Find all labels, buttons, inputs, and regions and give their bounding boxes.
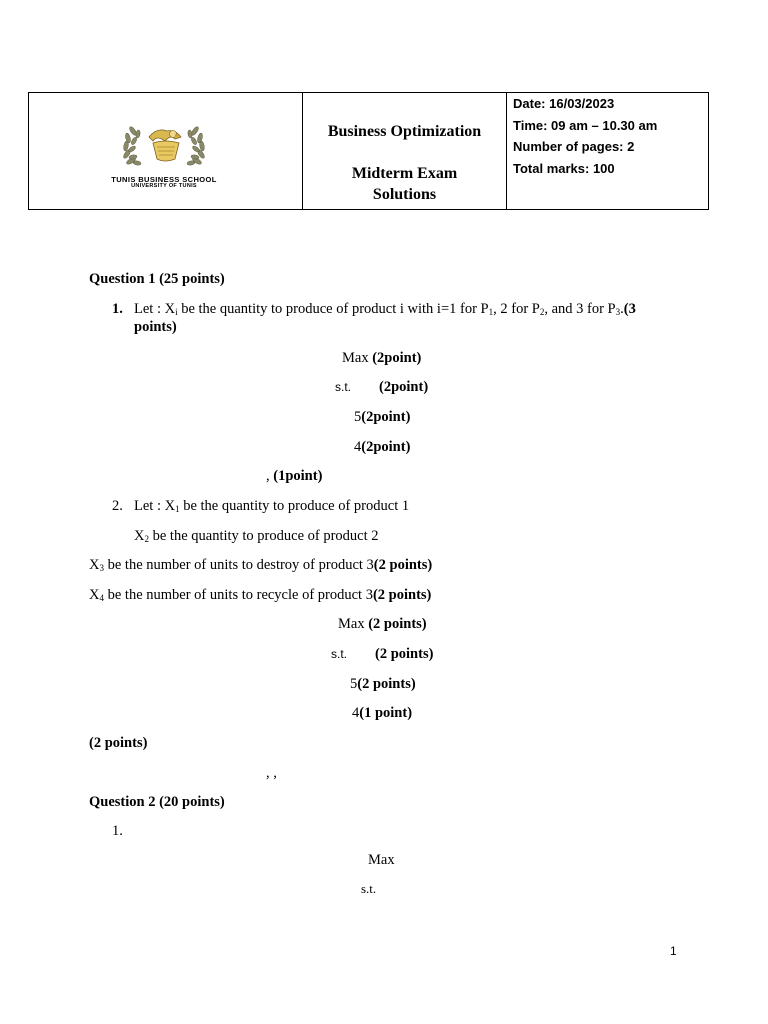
q1-item-1-text: Let : $X_i$ be the quantity to produce of product i with i=1 for $P_1$, 2 for $P_2$, and 3 for $P_3.(3$ points) xyxy=(134,301,636,336)
tunis-business-school-logo xyxy=(91,121,241,191)
school-name: TUNIS BUSINESS SCHOOL xyxy=(111,175,217,184)
q2-constraint-st: s.t. xyxy=(361,881,377,896)
question-1-title: Question 1 (25 points) xyxy=(89,271,225,287)
q1-1-objective: Max (2point) xyxy=(342,350,422,366)
exam-info-block xyxy=(513,93,657,179)
exam-total-marks: Total marks: 100 xyxy=(513,160,615,176)
header-divider-right xyxy=(506,93,507,209)
eagle-laurel-emblem-icon xyxy=(91,121,237,175)
q1-1-nonnegativity: , (1point) xyxy=(266,468,323,484)
q1-1-constraint-3: 4(2point) xyxy=(354,439,411,455)
q1-item-2-number: 2. xyxy=(112,498,123,514)
exam-subtitle: Solutions xyxy=(372,186,437,203)
q1-2-var-x1: Let : $X_1$ be the quantity to produce of product 1 xyxy=(134,498,410,514)
exam-date: Date: 16/03/2023 xyxy=(513,96,615,111)
exam-pages: Number of pages: 2 xyxy=(513,139,635,154)
question-2-title: Question 2 (20 points) xyxy=(89,794,225,810)
q1-2-constraint-3: 4(1 point) xyxy=(352,705,413,721)
q2-objective: Max xyxy=(368,852,395,868)
q1-2-var-x2: $X_2$ be the quantity to produce of product 2 xyxy=(134,528,379,544)
university-name: UNIVERSITY OF TUNIS xyxy=(131,183,197,189)
q1-2-constraint-2: 5(2 points) xyxy=(350,676,416,692)
q2-item-1-number: 1. xyxy=(112,823,123,839)
course-title: Business Optimization xyxy=(327,123,482,140)
q1-2-constraint-st: s.t. (2 points) xyxy=(331,646,434,662)
q1-2-var-x3: $X_3$ be the number of units to destroy of product 3(2 points) xyxy=(89,557,433,573)
q1-1-constraint-2: 5(2point) xyxy=(354,409,411,425)
q1-2-objective: Max (2 points) xyxy=(338,616,427,632)
page-number: 1 xyxy=(670,944,677,958)
q1-2-constraint-4: (2 points) xyxy=(89,735,148,751)
q1-2-var-x4: $X_4$ be the number of units to recycle of product 3(2 points) xyxy=(89,587,432,603)
q1-item-1-number: 1. xyxy=(112,301,123,317)
q1-1-constraint-st: s.t. (2point) xyxy=(335,379,429,395)
exam-header-table xyxy=(28,92,709,210)
q1-2-nonnegativity: , , xyxy=(266,765,277,781)
exam-time: Time: 09 am – 10.30 am xyxy=(513,117,658,133)
exam-title: Midterm Exam xyxy=(351,165,458,182)
